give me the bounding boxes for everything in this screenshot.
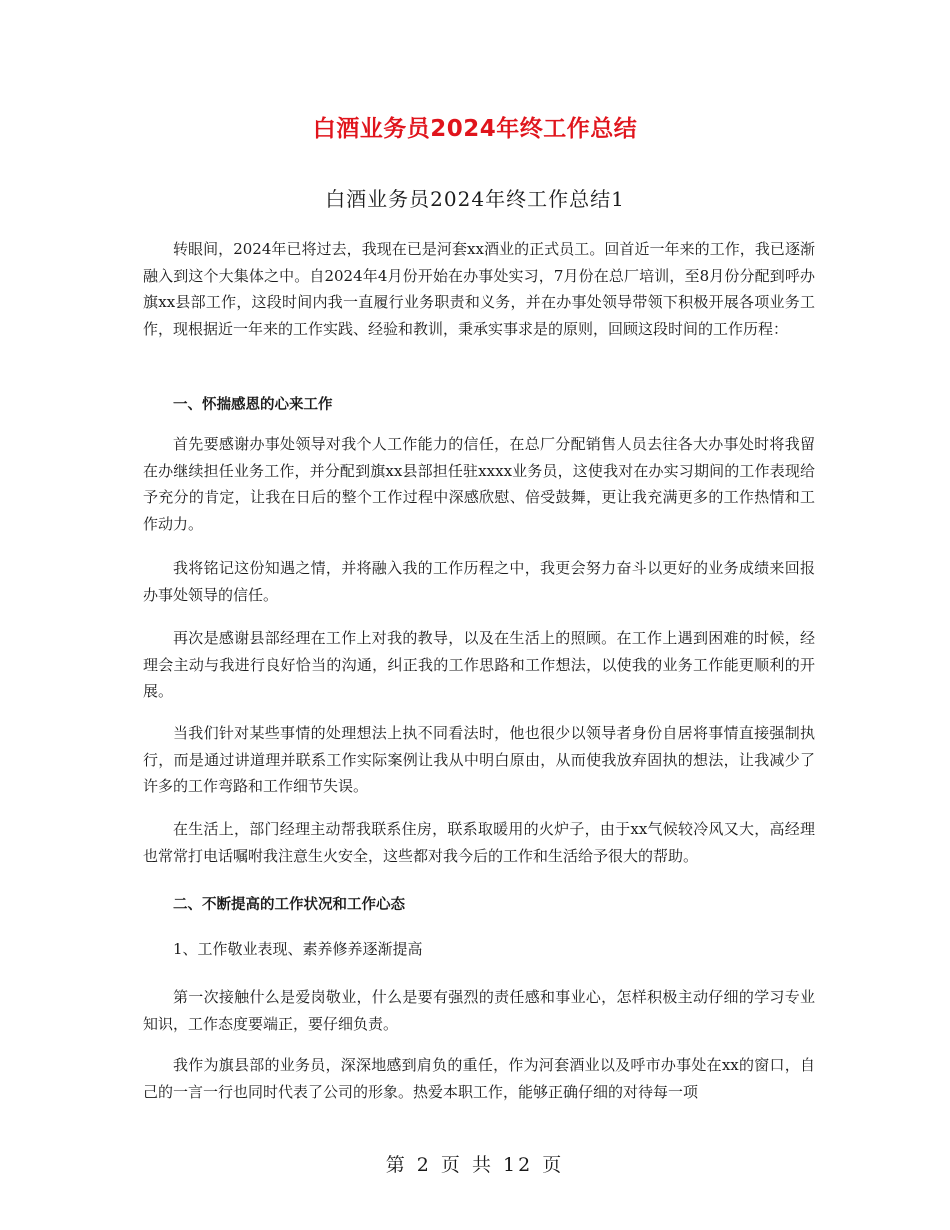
paragraph [143, 431, 815, 537]
paragraph [143, 984, 815, 1037]
paragraph-text: 再次是感谢县部经理在工作上对我的教导，以及在生活上的照顾。在工作上遇到困难的时候，经理会主动与我进行良好恰当的沟通，纠正我的工作思路和工作想法，以使我的业务工作能更顺利的开展。 [143, 629, 815, 700]
paragraph [143, 236, 815, 342]
subsection-heading: 1、工作敬业表现、素养修养逐渐提高 [173, 940, 423, 958]
paragraph-text: 在生活上，部门经理主动帮我联系住房，联系取暖用的火炉子，由于xx气候较冷风又大，高经理也常常打电话嘱咐我注意生火安全，这些都对我今后的工作和生活给予很大的帮助。 [143, 820, 815, 865]
page-number: 第 2 页 共 12 页 [385, 1154, 565, 1176]
paragraph [143, 1052, 815, 1105]
document-title: 白酒业务员2024年终工作总结 [312, 116, 638, 142]
paragraph-text: 第一次接触什么是爱岗敬业，什么是要有强烈的责任感和事业心，怎样积极主动仔细的学习专业知识，工作态度要端正，要仔细负责。 [143, 988, 815, 1033]
paragraph-text: 首先要感谢办事处领导对我个人工作能力的信任，在总厂分配销售人员去往各大办事处时将我留在办继续担任业务工作，并分配到旗xx县部担任驻xxxx业务员，这使我对在办实习期间的工作表现给予充分的肯定，让我在日后的整个工作过程中深感欣慰、倍受鼓舞，更让我充满更多的工作热情和工作动力。 [143, 435, 815, 533]
paragraph-text: 转眼间，2024年已将过去，我现在已是河套xx酒业的正式员工。回首近一年来的工作，我已逐渐融入到这个大集体之中。自2024年4月份开始在办事处实习，7月份在总厂培训，至8月份分配到呼办旗xx县部工作，这段时间内我一直履行业务职责和义务，并在办事处领导带领下积极开展各项业务工作，现根据近一年来的工作实践、经验和教训，秉承实事求是的原则，回顾这段时间的工作历程： [143, 240, 815, 338]
paragraph-text: 当我们针对某些事情的处理想法上执不同看法时，他也很少以领导者身份自居将事情直接强制执行，而是通过讲道理并联系工作实际案例让我从中明白原由，从而使我放弃固执的想法，让我减少了许多的工作弯路和工作细节失误。 [143, 724, 815, 795]
paragraph-text: 我将铭记这份知遇之情，并将融入我的工作历程之中，我更会努力奋斗以更好的业务成绩来回报办事处领导的信任。 [143, 559, 815, 604]
paragraph-text: 我作为旗县部的业务员，深深地感到肩负的重任，作为河套酒业以及呼市办事处在xx的窗口，自己的一言一行也同时代表了公司的形象。热爱本职工作，能够正确仔细的对待每一项 [143, 1056, 815, 1101]
document-subtitle: 白酒业务员2024年终工作总结1 [325, 187, 625, 211]
section-heading: 一、怀揣感恩的心来工作 [173, 397, 333, 413]
paragraph [143, 816, 815, 869]
paragraph [143, 625, 815, 705]
paragraph [143, 555, 815, 608]
section-heading: 二、不断提高的工作状况和工作心态 [173, 897, 405, 913]
paragraph [143, 720, 815, 800]
